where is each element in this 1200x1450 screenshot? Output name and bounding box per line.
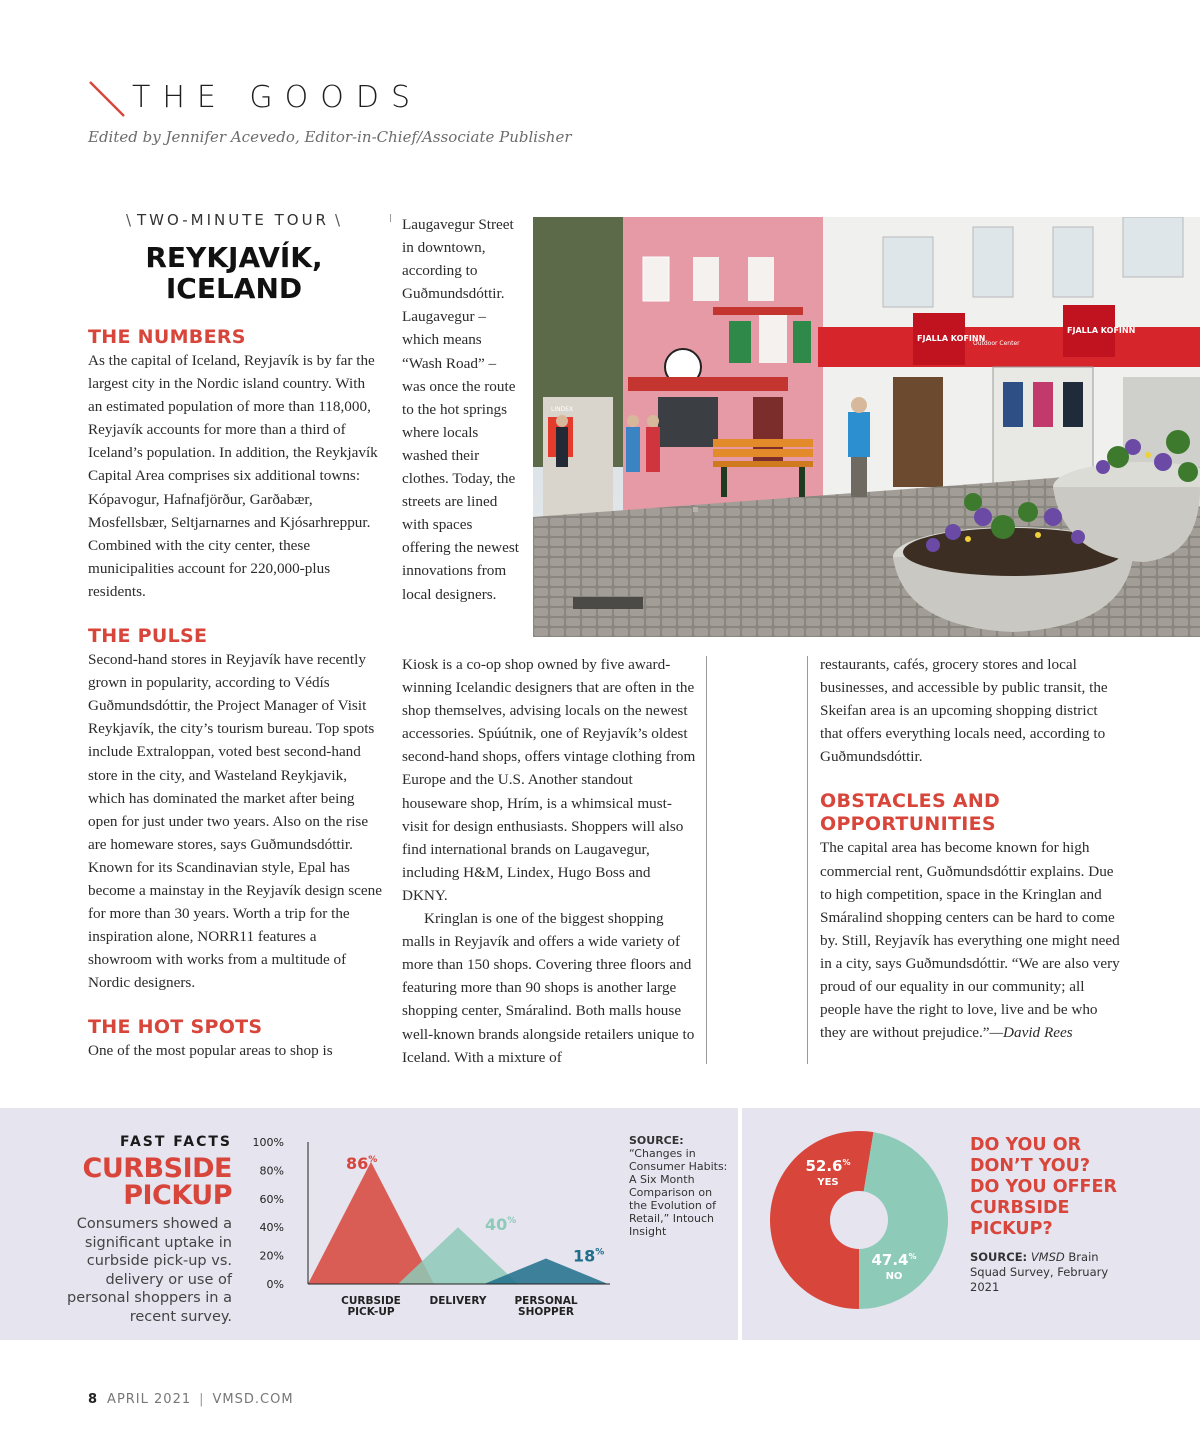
y-tick-label: 100% (252, 1136, 284, 1149)
chart-category-labels (341, 1295, 578, 1318)
column-rule-top (390, 214, 391, 222)
photo-sign-outdoor: Outdoor Center (973, 340, 1020, 347)
numbers-heading: THE NUMBERS (88, 326, 246, 348)
headline-line-1: REYKJAVÍK, (145, 241, 323, 274)
page-footer (88, 1392, 294, 1407)
editor-credit: Edited by Jennifer Acevedo, Editor-in-Chief/Associate Publisher (88, 128, 572, 146)
donut-slice-label: YES (817, 1177, 839, 1188)
obstacles-heading-line-2: OPPORTUNITIES (820, 813, 996, 836)
article-headline (88, 242, 380, 304)
survey-donut-chart (770, 1131, 948, 1309)
pulse-paragraph: Second-hand stores in Reyjavík have recently grown in popularity, according to Védís Guðmundsdóttir, the Project Manager of Visit Reykjavík, the city’s tourism bureau. Top spots include Extraloppan, voted best second-hand store in the city, and Wasteland Reykjavik, which has dominated the market after being open for just under two years. Also on the rise are homeware stores, says Guðmundsdóttir. Known for its Scandinavian style, Epal has become a mainstay in the Reyjavík design scene for more than 30 years. Worth a trip for the inspiration alone, NORR11 features a showroom with works from a multitude of Nordic designers. (88, 651, 382, 992)
chart-value-label: 86% (346, 1153, 378, 1173)
fast-facts-source (629, 1134, 729, 1238)
curbside-chart (248, 1128, 618, 1328)
chart-category-label: SHOPPER (518, 1306, 574, 1318)
kiosk-paragraph: Kiosk is a co-op shop owned by five award-winning Icelandic designers that are often in the shop themselves, advising locals on the newest accessories. Spúútnik, one of Reyjavík’s oldest second-hand shops, offers vintage clothing from Europe and the U.S. Another standout houseware shop, Hrím, is a whimsical must-visit for design enthusiasts. Shoppers will also find international brands on Laugavegur, including H&M, Lindex, Hugo Boss and DKNY. (402, 656, 696, 904)
byline: —David Rees (989, 1024, 1073, 1042)
y-tick-label: 20% (259, 1249, 284, 1263)
skeifan-paragraph: restaurants, cafés, grocery stores and local businesses, and accessible by public transit, the Skeifan area is an upcoming shopping district that offers everything locals need, according to Guðmundsdóttir. (820, 656, 1108, 766)
obstacles-text: The capital area has become known for high commercial rent, Guðmundsdóttir explains. Due to high competition, space in the Kringlan and Smáralind shopping centers can be hard to come by. Still, Reyjavík has everything one might need in a city, says Guðmundsdóttir. “We are also very proud of our equality in our community; all people have the right to love, live and be who they are without prejudice.” (820, 839, 1120, 1042)
fast-facts-description: Consumers showed a significant uptake in curbside pick-up vs. delivery or use of personal shoppers in a recent survey. (66, 1216, 232, 1325)
numbers-paragraph: As the capital of Iceland, Reyjavík is by far the largest city in the Nordic island country. With an estimated population of more than 118,000, Reyjavík accounts for more than a third of Iceland’s population. In addition, the Reykjavík Capital Area comprises six additional towns: Kópavogur, Hafnafjörður, Garðabær, Mosfellsbær, Seltjarnarnes and Kjósarhreppur. Combined with the city center, these municipalities account for 220,000-plus residents. (88, 352, 378, 600)
column-2 (402, 653, 698, 1069)
chart-peaks (308, 1162, 608, 1284)
fast-facts-title-line-2: PICKUP (123, 1180, 232, 1211)
street-photo (533, 217, 1200, 637)
fast-facts-title (40, 1155, 232, 1209)
chart-value-label: 40% (485, 1215, 517, 1235)
kicker-text: TWO-MINUTE TOUR (137, 211, 329, 229)
survey-question-line-4: CURBSIDE (970, 1198, 1070, 1218)
donut-value-label: 47.4% (871, 1251, 917, 1269)
kringlan-paragraph: Kringlan is one of the biggest shopping malls in Reyjavík and offers a wide variety of more than 150 shops. Covering three floors and featuring more than 90 shops is another large shopping center, Smáralind. Both malls house well-known brands alongside retailers unique to Iceland. With a mixture of (402, 910, 695, 1066)
survey-source-label: SOURCE: (970, 1250, 1028, 1264)
kicker-slash-left: \ (125, 211, 131, 229)
survey-source-italic: VMSD (1030, 1250, 1065, 1264)
column-3 (820, 653, 1120, 1044)
column-rule-right (807, 656, 808, 1064)
survey-question-line-2: DON’T YOU? (970, 1156, 1091, 1176)
hotspots-heading: THE HOT SPOTS (88, 1016, 263, 1039)
donut-hole (830, 1191, 888, 1249)
page-number: 8 (88, 1392, 98, 1407)
fast-facts-title-line-1: CURBSIDE (82, 1153, 232, 1184)
column-1 (88, 326, 382, 1063)
website: VMSD.COM (212, 1392, 294, 1407)
photo-sign-fjalla-right: FJALLA KOFINN (1067, 326, 1136, 335)
fast-facts-kicker: FAST FACTS (120, 1134, 232, 1150)
survey-question-line-3: DO YOU OFFER (970, 1177, 1117, 1197)
street-photo-illustration (533, 217, 1200, 637)
chart-category-label: DELIVERY (429, 1295, 487, 1307)
survey-question-line-1: DO YOU OR (970, 1135, 1082, 1155)
chart-value-label: 18% (573, 1246, 605, 1266)
pulse-heading: THE PULSE (88, 625, 208, 648)
y-tick-label: 0% (266, 1278, 284, 1291)
survey-source (970, 1250, 1130, 1295)
article-kicker (108, 211, 358, 229)
hotspots-paragraph-narrow: Laugavegur Street in downtown, according to Guðmundsdóttir. Laugavegur – which means “Wash Road” – was once the route to the hot springs where locals washed their clothes. Today, the streets are lined with spaces offering the newest innovations from local designers. (402, 216, 519, 603)
section-title: THE GOODS (132, 80, 422, 115)
chart-category-label: PICK-UP (347, 1306, 395, 1318)
chart-category-label: PERSONAL (514, 1295, 578, 1307)
photo-sign-lindex: LINDEX (551, 406, 574, 413)
obstacles-heading (820, 790, 1120, 836)
chart-peak (308, 1162, 434, 1284)
obstacles-heading-line-1: OBSTACLES AND (820, 790, 1001, 813)
issue-date: APRIL 2021 (107, 1392, 192, 1407)
survey-question (970, 1135, 1190, 1240)
hotspots-paragraph-start: One of the most popular areas to shop is (88, 1042, 333, 1060)
y-tick-label: 60% (259, 1192, 284, 1206)
survey-question-line-5: PICKUP? (970, 1219, 1053, 1239)
fast-facts-source-label: SOURCE: (629, 1134, 684, 1147)
column-rule-middle (706, 656, 707, 1064)
donut-slice-label: NO (885, 1271, 903, 1282)
obstacles-paragraph (820, 836, 1120, 1044)
chart-y-axis (253, 1136, 284, 1291)
section-slash-mark (88, 80, 128, 118)
fast-facts-source-text: “Changes in Consumer Habits: A Six Month Comparison on the Evolution of Retail,” Intouch Insight (629, 1147, 728, 1238)
headline-line-2: ICELAND (165, 272, 303, 305)
kicker-slash-right: \ (334, 211, 341, 229)
footer-divider: | (199, 1392, 205, 1407)
survey-source-text: Brain Squad Survey, February 2021 (970, 1250, 1109, 1294)
y-tick-label: 40% (259, 1221, 284, 1235)
photo-sign-fjalla-left: FJALLA KOFINN (917, 334, 986, 343)
chart-category-label: CURBSIDE (341, 1295, 401, 1307)
donut-value-label: 52.6% (805, 1157, 851, 1175)
y-tick-label: 80% (259, 1164, 284, 1178)
